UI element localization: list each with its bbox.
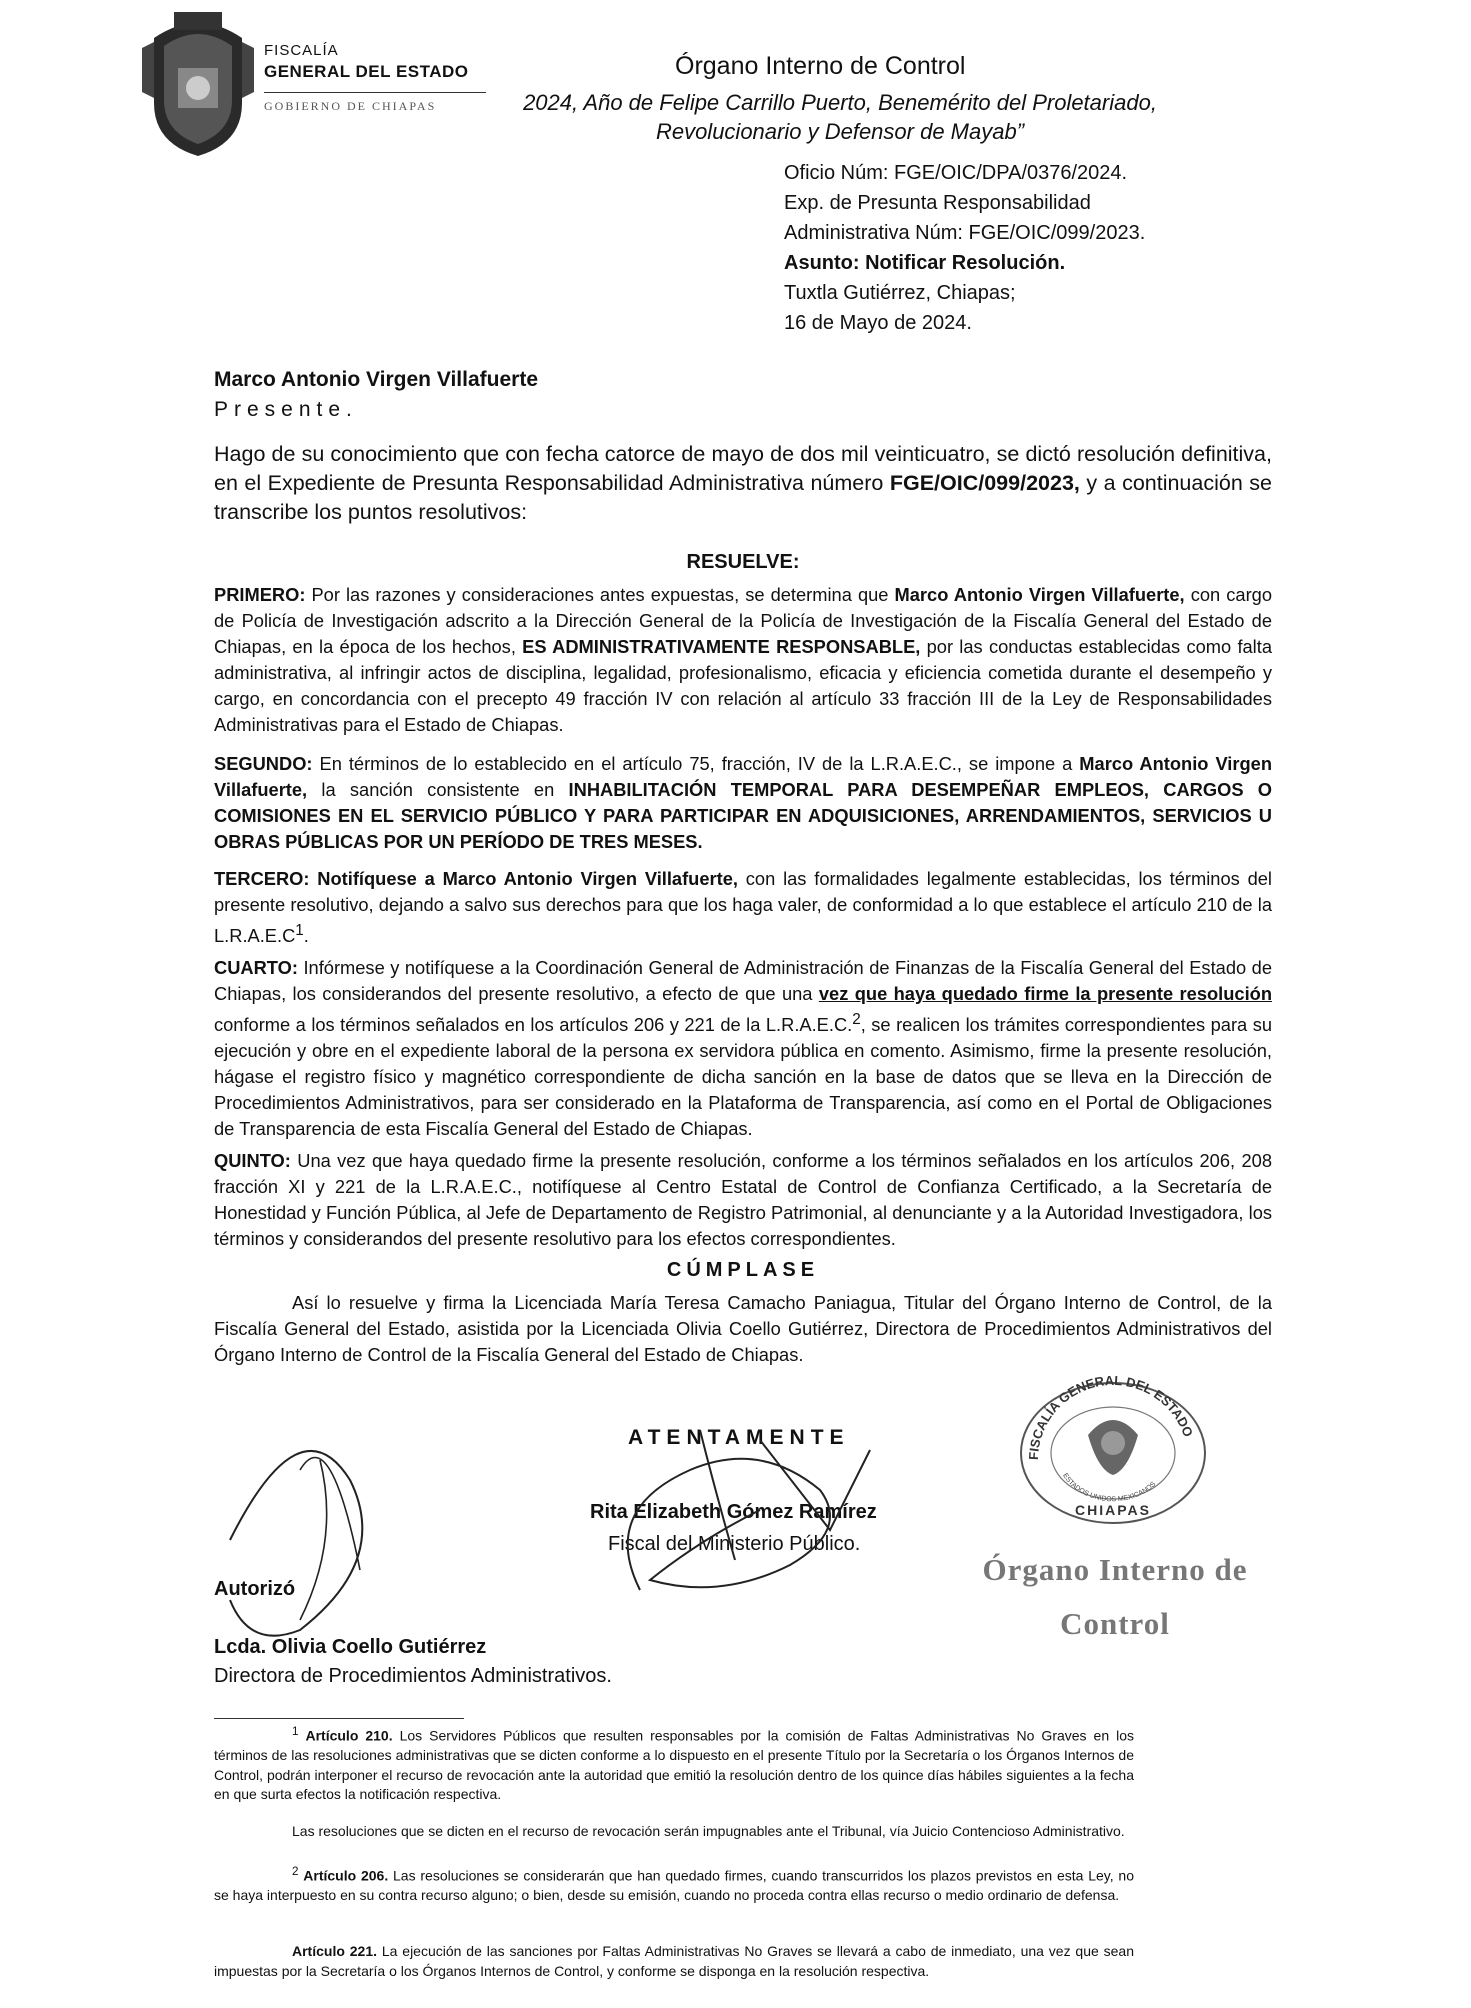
footnote-2-text: Las resoluciones se considerarán que han quedado firmes, cuando transcurridos los plazos previstos en esta Ley, no se haya interpuesto en su contra recurso alguno; o bien, desde su emisión, cuando no proceda contra ellas recurso o medio ordinario de defensa. [214, 1867, 1135, 1904]
tercero-label: TERCERO: [214, 868, 310, 889]
footnote-3-text: La ejecución de las sanciones por Faltas Administrativas No Graves se llevará a cabo de inmediato, una vez que sean impuestas por la Secretaría o los Órganos Internos de Control, y conforme se disponga en la resolución respectiva. [214, 1943, 1135, 1979]
stamp-line1: Órgano Interno de [982, 1552, 1248, 1587]
intro-text-end: y a continuación se transcribe los puntos resolutivos: [214, 471, 1272, 524]
intro-expediente: FGE/OIC/099/2023, [889, 471, 1080, 495]
signer-title: Fiscal del Ministerio Público. [608, 1533, 861, 1555]
date: 16 de Mayo de 2024. [784, 312, 972, 334]
segundo-sanction: INHABILITACIÓN TEMPORAL PARA DESEMPEÑAR EMPLEOS, CARGOS O COMISIONES EN EL SERVICIO PÚBLICO Y PARA PARTICIPAR EN ADQUISICIONES, ARRENDAMIENTOS, SERVICIOS U OBRAS PÚBLICAS POR UN PERÍODO DE TRES MESES. [214, 779, 1272, 852]
asunto: Asunto: Notificar Resolución. [784, 252, 1066, 274]
quinto-text1: Una vez que haya quedado firme la presente resolución, conforme a los términos señalados en los artículos 206, 208 fracción XI y 221 de la L.R.A.E.C., notifíquese al Centro Estatal de Control de Confianza Certificado, a la Secretaría de Honestidad y Función Pública, al Jefe de Departamento de Registro Patrimonial, al denunciante y a la Autoridad Investigadora, los términos y considerandos del presente resolutivo para los efectos correspondientes. [214, 1150, 1272, 1249]
primero-text3: por las conductas establecidas como falta administrativa, al infringir actos de disciplina, legalidad, profesionalismo, eficacia y eficiencia cometida durante el desempeño y cargo, en concordancia con el precepto 49 fracción IV con relación al artículo 33 fracción III de la Ley de Responsabilidades Administrativas para el Estado de Chiapas. [214, 636, 1272, 735]
cuarto-text1: Infórmese y notifíquese a la Coordinación General de Administración de Finanzas de la Fiscalía General del Estado de Chiapas, los considerandos del presente resolutivo, a efecto de que una [214, 957, 1272, 1004]
autorizo: Autorizó [214, 1578, 296, 1600]
footnote-1-text: Los Servidores Públicos que resulten responsables por la comisión de Faltas Administrativas No Graves en los términos de las resoluciones administrativas que se dicten conforme a lo dispuesto en el presente Título por la Secretaría o los Órganos Internos de Control, podrán interponer el recurso de revocación ante la autoridad que emitió la resolución dentro de los quince días hábiles siguientes a la fecha en que surta efectos la notificación respectiva. [214, 1727, 1135, 1803]
motto-line2: Revolucionario y Defensor de Mayab” [655, 119, 1025, 144]
segundo-name: Marco Antonio Virgen Villafuerte, [214, 753, 1273, 800]
signer-name: Rita Elizabeth Gómez Ramírez [590, 1501, 877, 1523]
intro-text: Hago de su conocimiento que con fecha catorce de mayo de dos mil veinticuatro, se dictó resolución definitiva, en el Expediente de Presunta Responsabilidad Administrativa número [214, 442, 1272, 495]
header-divider [264, 92, 486, 93]
official-seal [1008, 1365, 1218, 1525]
primero-paragraph [214, 582, 1272, 738]
seal-inner-text: ESTADOS UNIDOS MEXICANOS [1061, 1472, 1158, 1504]
footnote-1-marker: 1 [292, 1725, 299, 1738]
primero-label: PRIMERO: [214, 584, 306, 605]
tercero-text1: Notifíquese a [309, 868, 443, 889]
stamp-line2: Control [1060, 1606, 1170, 1641]
tercero-paragraph [214, 866, 1272, 949]
office-title: Órgano Interno de Control [675, 52, 966, 80]
reference-block [784, 158, 1145, 338]
institution-line1: FISCALÍA [264, 42, 339, 59]
quinto-paragraph [214, 1148, 1272, 1252]
addressee-name: Marco Antonio Virgen Villafuerte [214, 368, 539, 391]
footnote-3 [214, 1942, 1134, 1981]
atentamente: ATENTAMENTE [628, 1426, 850, 1449]
footnote-2-marker: 2 [292, 1865, 299, 1878]
segundo-label: SEGUNDO: [214, 753, 313, 774]
cuarto-footnote-ref: 2 [852, 1011, 861, 1028]
primero-text1: Por las razones y consideraciones antes expuestas, se determina que [305, 584, 895, 605]
segundo-paragraph [214, 751, 1272, 855]
tercero-text3: . [303, 925, 309, 947]
institution-line3: GOBIERNO DE CHIAPAS [264, 99, 437, 113]
cuarto-emphasis: vez que haya quedado firme la presente resolución [818, 983, 1273, 1004]
svg-text:ESTADOS UNIDOS MEXICANOS [1061, 1472, 1157, 1503]
coat-of-arms-logo [134, 8, 262, 158]
cuarto-label: CUARTO: [214, 957, 298, 978]
seal-ring-text: FISCALÍA GENERAL DEL ESTADO [1025, 1372, 1197, 1461]
auth-title: Directora de Procedimientos Administrativos. [214, 1665, 612, 1687]
tercero-footnote-ref: 1 [295, 922, 304, 939]
footnote-2-label: Artículo 206. [303, 1867, 389, 1884]
institution-line2: GENERAL DEL ESTADO [264, 62, 469, 81]
segundo-text1: En términos de lo establecido en el artículo 75, fracción, IV de la L.R.A.E.C., se impone a [312, 753, 1080, 774]
quinto-label: QUINTO: [214, 1150, 291, 1171]
cuarto-text2: conforme a los términos señalados en los artículos 206 y 221 de la L.R.A.E.C. [214, 1014, 853, 1036]
oic-stamp [950, 1550, 1280, 1644]
footnote-1-label: Artículo 210. [305, 1727, 393, 1744]
footnote-separator [214, 1718, 464, 1719]
tercero-text2: con las formalidades legalmente establecidas, los términos del presente resolutivo, dejando a salvo sus derechos para que los haga valer, de conformidad a lo que establece el artículo 210 de la L.R.A.E.C [214, 868, 1272, 947]
oficio-number: Oficio Núm: FGE/OIC/DPA/0376/2024. [784, 162, 1128, 184]
primero-name: Marco Antonio Virgen Villafuerte, [894, 584, 1185, 605]
motto-line1: 2024, Año de Felipe Carrillo Puerto, Benemérito del Proletariado, [523, 90, 1157, 115]
footnote-3-label: Artículo 221. [292, 1943, 377, 1959]
tercero-name: Marco Antonio Virgen Villafuerte, [442, 868, 738, 889]
place: Tuxtla Gutiérrez, Chiapas; [784, 282, 1016, 304]
intro-paragraph [214, 440, 1272, 527]
primero-verdict: ES ADMINISTRATIVAMENTE RESPONSABLE, [522, 636, 921, 657]
motto [490, 88, 1190, 146]
expediente-line2: Administrativa Núm: FGE/OIC/099/2023. [784, 222, 1146, 244]
presente: Presente. [214, 398, 358, 421]
addressee [214, 365, 538, 425]
footnote-1 [214, 1722, 1134, 1805]
closing-paragraph: Así lo resuelve y firma la Licenciada María Teresa Camacho Paniagua, Titular del Órgano Interno de Control, de la Fiscalía General del Estado, asistida por la Licenciada Olivia Coello Gutiérrez, Directora de Procedimientos Administrativos del Órgano Interno de Control de la Fiscalía General del Estado de Chiapas. [214, 1292, 1272, 1365]
cuarto-paragraph [214, 955, 1272, 1142]
seal-bottom-text: CHIAPAS [1075, 1502, 1151, 1518]
cumplase: CÚMPLASE [666, 1259, 820, 1281]
footnote-2 [214, 1862, 1134, 1906]
primero-text2: con cargo de Policía de Investigación adscrito a la Dirección General de la Policía de Investigación de la Fiscalía General del Estado de Chiapas, en la época de los hechos, [214, 584, 1272, 657]
resuelve-title: RESUELVE: [686, 551, 800, 573]
segundo-text2: la sanción consistente en [307, 779, 569, 800]
cuarto-text3: , se realicen los trámites correspondientes para su ejecución y obre en el expediente laboral de la persona ex servidora pública en comento. Asimismo, firme la presente resolución, hágase el registro físico y magnético correspondiente de dicha sanción en la base de datos que se lleva en la Dirección de Procedimientos Administrativos, para ser considerado en la Plataforma de Transparencia, así como en el Portal de Obligaciones de Transparencia de esta Fiscalía General del Estado de Chiapas. [214, 1014, 1272, 1140]
expediente-line1: Exp. de Presunta Responsabilidad [784, 192, 1091, 214]
auth-name: Lcda. Olivia Coello Gutiérrez [214, 1636, 487, 1658]
footnote-1-paragraph2: Las resoluciones que se dicten en el recurso de revocación serán impugnables ante el Tribunal, vía Juicio Contencioso Administrativo. [292, 1823, 1125, 1839]
